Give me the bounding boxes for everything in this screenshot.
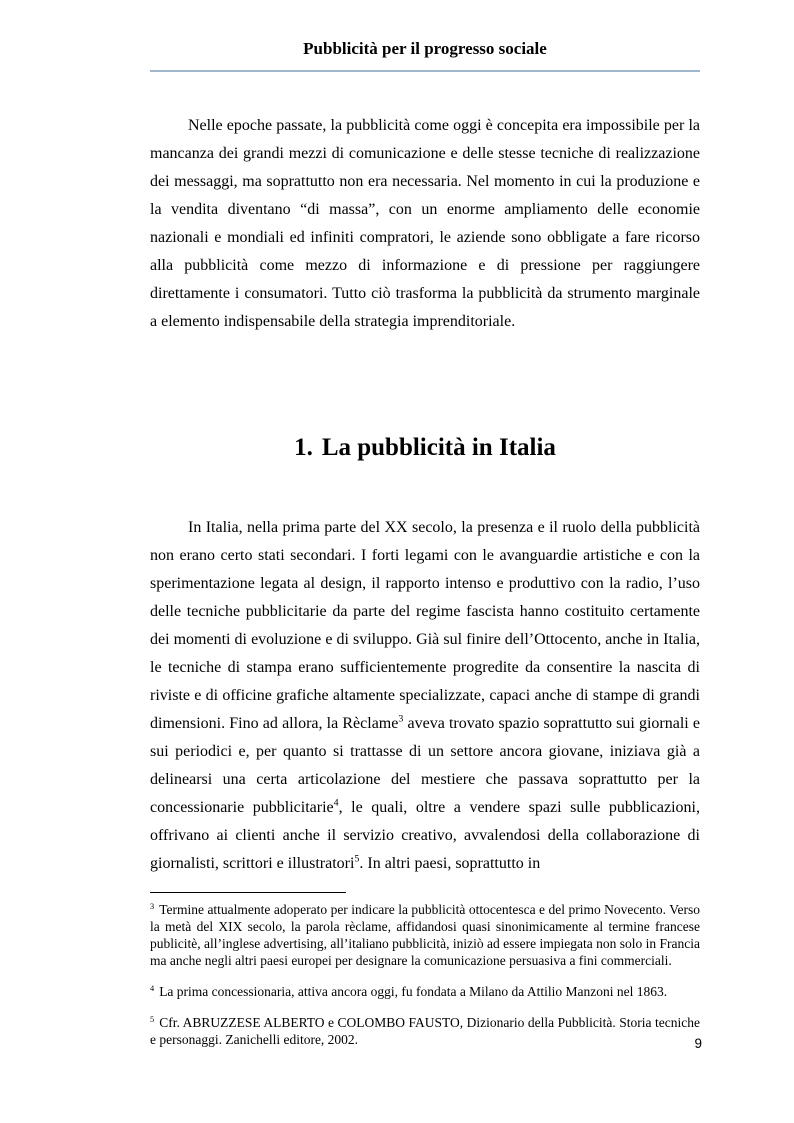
footnotes-section [150,892,700,1048]
footnote-reference: 4 [333,797,339,809]
section-heading [150,432,700,464]
footnote-5-text: Cfr. ABRUZZESE ALBERTO e COLOMBO FAUSTO, Dizionario della Pubblicità. Storia tecniche e personaggi. Zanichelli editore, 2002. [150,1015,700,1047]
footnote-4-marker: 4 [150,983,155,993]
footnote-3 [150,901,700,969]
footnote-5-marker: 5 [150,1014,155,1024]
footnote-4 [150,983,700,1000]
section-heading-title: La pubblicità in Italia [321,434,556,461]
page-header [150,38,700,72]
section-heading-number: 1. [294,434,313,461]
intro-paragraph: Nelle epoche passate, la pubblicità come oggi è concepita era impossibile per la mancanza dei grandi mezzi di comunicazione e delle stesse tecniche di realizzazione dei messaggi, ma soprattutto non era necessaria. Nel momento in cui la produzione e la vendita diventano “di massa”, con un enorme ampliamento delle economie nazionali e mondiali ed infiniti compratori, le aziende sono obbligate a fare ricorso alla pubblicità come mezzo di informazione e di pressione per raggiungere direttamente i consumatori. Tutto ciò trasforma la pubblicità da strumento marginale a elemento indispensabile della strategia imprenditoriale. [150,117,700,330]
footnote-reference: 3 [398,713,404,725]
footnote-4-text: La prima concessionaria, attiva ancora oggi, fu fondata a Milano da Attilio Manzoni nel 1863. [159,984,668,999]
footnote-3-text: Termine attualmente adoperato per indicare la pubblicità ottocentesca e del primo Novecento. Verso la metà del XIX secolo, la parola rèclame, affidandosi quasi sinonimicamente al termine francese publicitè, all’inglese advertising, all’italiano pubblicità, iniziò ad essere impiegata non solo in Francia ma anche negli altri paesi europei per designare la comunicazione persuasiva a fini commerciali. [150,902,700,968]
body-paragraph: In Italia, nella prima parte del XX secolo, la presenza e il ruolo della pubblicità non erano certo stati secondari. I forti legami con le avanguardie artistiche e con la sperimentazione legata al design, il rapporto intenso e produttivo con la radio, l’uso delle tecniche pubblicitarie da parte del regime fascista hanno costituito certamente dei momenti di evoluzione e di sviluppo. Già sul finire dell’Ottocento, anche in Italia, le tecniche di stampa erano sufficientemente progredite da consentire la nascita di riviste e di officine grafiche altamente specializzate, capaci anche di stampe di grandi dimensioni. Fino ad allora, la Rèclame$^3$ aveva trovato spazio soprattutto sui giornali e sui periodici e, per quanto si trattasse di un settore ancora giovane, iniziava già a delinearsi una certa articolazione del mestiere che passava soprattutto per la concessionarie pubblicitarie$^4$, le quali, oltre a vendere spazi sulle pubblicazioni, offrivano ai clienti anche il servizio creativo, avvalendosi della collaborazione di giornalisti, scrittori e illustratori$^5$. In altri paesi, soprattutto in [150,519,700,872]
page-header-title: Pubblicità per il progresso sociale [303,39,547,58]
footnote-separator [150,892,346,893]
footnote-5 [150,1014,700,1048]
footnote-3-marker: 3 [150,901,155,911]
page-number: 9 [694,1036,702,1051]
text-column [150,38,700,1048]
footnote-reference: 5 [354,853,360,865]
